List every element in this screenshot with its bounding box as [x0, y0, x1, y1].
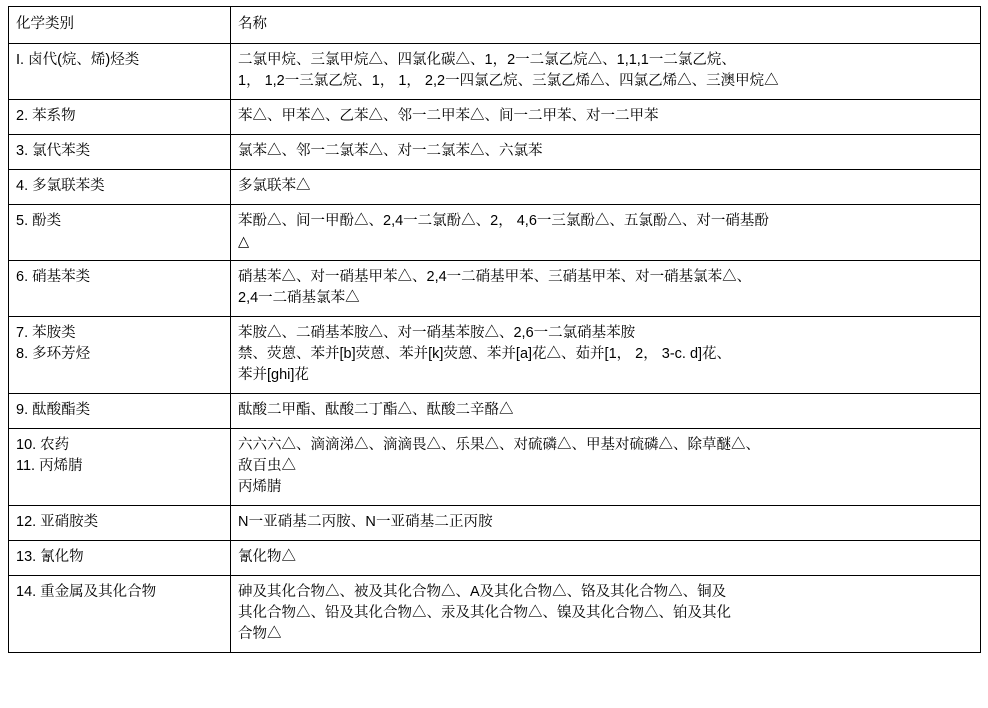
category-line: 12. 亚硝胺类	[16, 514, 99, 531]
names-line: 硝基苯△、对一硝基甲苯△、2,4一二硝基甲苯、三硝基甲苯、对一硝基氯苯△、	[238, 269, 752, 286]
cell-names	[231, 506, 981, 541]
cell-category	[9, 261, 231, 317]
table-row	[9, 506, 981, 541]
category-line: 10. 农药	[16, 437, 70, 454]
cell-names	[231, 135, 981, 170]
category-line: 7. 苯胺类	[16, 325, 76, 342]
cell-names	[231, 394, 981, 429]
names-line: 氰化物△	[238, 549, 296, 566]
cell-category	[9, 135, 231, 170]
table-row	[9, 44, 981, 100]
table-header-row	[9, 7, 981, 44]
table-row	[9, 100, 981, 135]
names-line: 酞酸二甲酯、酞酸二丁酯△、酞酸二辛酪△	[238, 402, 514, 419]
table-head	[9, 7, 981, 44]
names-line: 苯并[ghi]花	[238, 367, 309, 384]
table-row	[9, 170, 981, 205]
category-line: 14. 重金属及其化合物	[16, 584, 157, 601]
table-row	[9, 261, 981, 317]
cell-names	[231, 576, 981, 653]
names-line: 丙烯腈	[238, 479, 282, 496]
cell-category	[9, 429, 231, 506]
category-line: 13. 氰化物	[16, 549, 84, 566]
cell-category	[9, 170, 231, 205]
cell-category	[9, 317, 231, 394]
category-line: 11. 丙烯腈	[16, 458, 83, 475]
names-line: 砷及其化合物△、被及其化合物△、A及其化合物△、铬及其化合物△、铜及	[238, 584, 727, 601]
table-row	[9, 429, 981, 506]
category-line: 8. 多环芳烃	[16, 346, 91, 363]
cell-names	[231, 317, 981, 394]
category-line: 9. 酞酸酯类	[16, 402, 91, 419]
cell-category	[9, 506, 231, 541]
chemical-category-table	[8, 6, 981, 653]
cell-names	[231, 429, 981, 506]
column-header-category: 化学类别	[9, 7, 231, 44]
category-line: 6. 硝基苯类	[16, 269, 91, 286]
cell-category	[9, 205, 231, 261]
table-row	[9, 317, 981, 394]
names-line: 1， 1,2一三氯乙烷、1， 1， 2,2一四氯乙烷、三氯乙烯△、四氯乙烯△、三澳甲烷△	[238, 73, 779, 90]
table-row	[9, 135, 981, 170]
table-row	[9, 576, 981, 653]
category-line: 4. 多氯联苯类	[16, 178, 105, 195]
names-line: 其化合物△、铅及其化合物△、汞及其化合物△、镍及其化合物△、铂及其化	[238, 605, 731, 622]
cell-category	[9, 44, 231, 100]
cell-category	[9, 100, 231, 135]
names-line: 多氯联苯△	[238, 178, 311, 195]
names-line: 敌百虫△	[238, 458, 296, 475]
names-line: 合物△	[238, 626, 282, 643]
names-line: 2,4一二硝基氯苯△	[238, 290, 360, 307]
table-row	[9, 394, 981, 429]
category-line: I. 卤代(烷、烯)烃类	[16, 52, 140, 69]
table-row	[9, 541, 981, 576]
names-line: N一亚硝基二丙胺、N一亚硝基二正丙胺	[238, 514, 493, 531]
names-line: 禁、荧蒽、苯并[b]荧蒽、苯并[k]荧蒽、苯并[a]花△、茹并[1， 2， 3-c. d]花、	[238, 346, 732, 363]
category-line: 5. 酚类	[16, 213, 62, 230]
cell-names	[231, 170, 981, 205]
cell-category	[9, 541, 231, 576]
cell-names	[231, 44, 981, 100]
names-line: 苯酚△、间一甲酚△、2,4一二氯酚△、2， 4,6一三氯酚△、五氯酚△、对一硝基酚	[238, 213, 769, 230]
cell-category	[9, 394, 231, 429]
names-line: 氯苯△、邻一二氯苯△、对一二氯苯△、六氯苯	[238, 143, 543, 160]
cell-names	[231, 205, 981, 261]
cell-names	[231, 100, 981, 135]
names-line: 苯胺△、二硝基苯胺△、对一硝基苯胺△、2,6一二氯硝基苯胺	[238, 325, 636, 342]
cell-names	[231, 541, 981, 576]
category-line: 3. 氯代苯类	[16, 143, 91, 160]
table-body	[9, 44, 981, 653]
names-line: 苯△、甲苯△、乙苯△、邻一二甲苯△、间一二甲苯、对一二甲苯	[238, 108, 659, 125]
table-row	[9, 205, 981, 261]
category-line: 2. 苯系物	[16, 108, 76, 125]
cell-category	[9, 576, 231, 653]
names-line: 二氯甲烷、三氯甲烷△、四氯化碳△、1，2一二氯乙烷△、1,1,1一二氯乙烷、	[238, 52, 736, 69]
names-line: △	[238, 234, 250, 251]
cell-names	[231, 261, 981, 317]
names-line: 六六六△、滴滴涕△、滴滴畏△、乐果△、对硫磷△、甲基对硫磷△、除草醚△、	[238, 437, 760, 454]
column-header-names: 名称	[231, 7, 981, 44]
